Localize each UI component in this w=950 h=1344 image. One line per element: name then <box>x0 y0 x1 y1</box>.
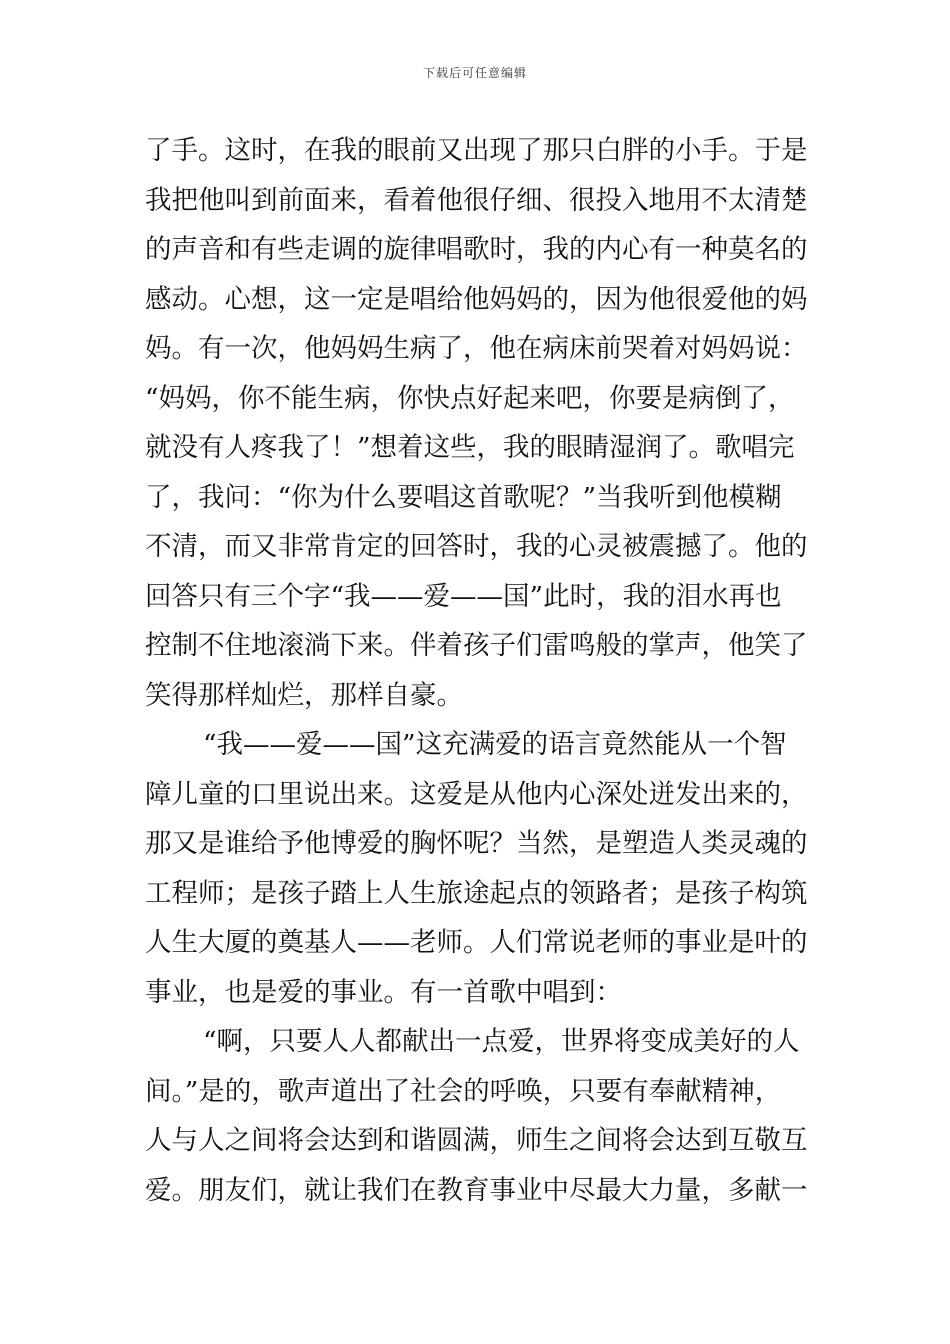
text-line: 就没有人疼我了！”想着这些，我的眼睛湿润了。歌唱完 <box>145 432 795 463</box>
text-line: 笑得那样灿烂，那样自豪。 <box>145 679 463 711</box>
text-line: 感动。心想，这一定是唱给他妈妈的，因为他很爱他的妈 <box>145 283 808 315</box>
text-line: 回答只有三个字“我——爱——国”此时，我的泪水再也 <box>145 580 782 612</box>
text-line: 爱。朋友们，就让我们在教育事业中尽最大力量，多献一 <box>145 1174 808 1206</box>
text-line: 间。”是的，歌声道出了社会的呼唤，只要有奉献精神， <box>145 1075 782 1107</box>
text-line: 了手。这时，在我的眼前又出现了那只白胖的小手。于是 <box>145 135 808 166</box>
text-line: 控制不住地滚淌下来。伴着孩子们雷鸣般的掌声，他笑了 <box>145 630 808 661</box>
paragraph-first-line: “啊，只要人人都献出一点爱，世界将变成美好的人 <box>203 1026 800 1057</box>
text-line: 不清，而又非常肯定的回答时，我的心灵被震撼了。他的 <box>145 531 808 562</box>
text-line: 工程师；是孩子踏上人生旅途起点的领路者；是孩子构筑 <box>145 877 808 909</box>
text-line: 我把他叫到前面来，看着他很仔细、很投入地用不太清楚 <box>145 184 808 216</box>
document-body <box>145 126 810 1215</box>
text-line: 那又是谁给予他博爱的胸怀呢？当然，是塑造人类灵魂的 <box>145 828 808 859</box>
text-line: 妈。有一次，他妈妈生病了，他在病床前哭着对妈妈说： <box>145 333 808 364</box>
page-header: 下载后可任意编辑 <box>422 66 527 80</box>
text-line: 障儿童的口里说出来。这爱是从他内心深处迸发出来的， <box>145 778 808 810</box>
paragraph-first-line: “我——爱——国”这充满爱的语言竟然能从一个智 <box>203 729 787 760</box>
text-line: 人与人之间将会达到和谐圆满，师生之间将会达到互敬互 <box>145 1125 808 1156</box>
text-line: “妈妈，你不能生病，你快点好起来吧，你要是病倒了， <box>145 382 795 414</box>
text-line: 了，我问：“你为什么要唱这首歌呢？”当我听到他模糊 <box>145 481 782 513</box>
text-line: 事业，也是爱的事业。有一首歌中唱到： <box>145 976 622 1008</box>
text-line: 人生大厦的奠基人——老师。人们常说老师的事业是叶的 <box>145 927 808 958</box>
text-line: 的声音和有些走调的旋律唱歌时，我的内心有一种莫名的 <box>145 234 808 265</box>
